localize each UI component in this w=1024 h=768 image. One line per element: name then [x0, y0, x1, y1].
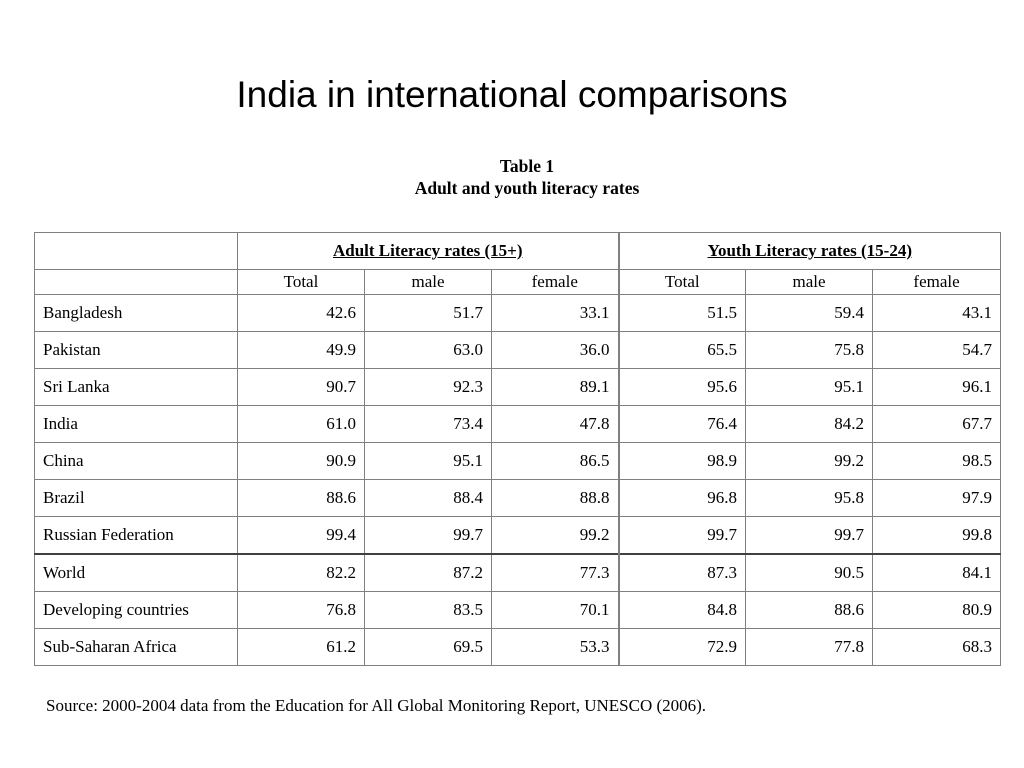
country-cell: Sub-Saharan Africa	[35, 629, 238, 666]
adult-literacy-header: Adult Literacy rates (15+)	[238, 233, 619, 270]
table-row	[35, 554, 1001, 592]
value-cell: 84.2	[746, 406, 873, 443]
country-cell: Bangladesh	[35, 295, 238, 332]
value-cell: 98.9	[619, 443, 746, 480]
value-cell: 87.3	[619, 554, 746, 592]
value-cell: 99.8	[873, 517, 1001, 555]
value-cell: 83.5	[365, 592, 492, 629]
table-caption	[0, 155, 1024, 199]
value-cell: 82.2	[238, 554, 365, 592]
corner-cell	[35, 233, 238, 270]
col-youth-female: female	[873, 270, 1001, 295]
country-cell: Sri Lanka	[35, 369, 238, 406]
value-cell: 36.0	[492, 332, 619, 369]
value-cell: 88.4	[365, 480, 492, 517]
value-cell: 90.7	[238, 369, 365, 406]
value-cell: 69.5	[365, 629, 492, 666]
table-row	[35, 332, 1001, 369]
value-cell: 61.0	[238, 406, 365, 443]
value-cell: 84.1	[873, 554, 1001, 592]
value-cell: 88.8	[492, 480, 619, 517]
value-cell: 96.1	[873, 369, 1001, 406]
table-row	[35, 629, 1001, 666]
country-cell: Russian Federation	[35, 517, 238, 555]
value-cell: 61.2	[238, 629, 365, 666]
value-cell: 80.9	[873, 592, 1001, 629]
value-cell: 95.8	[746, 480, 873, 517]
value-cell: 49.9	[238, 332, 365, 369]
col-adult-male: male	[365, 270, 492, 295]
corner-cell	[35, 270, 238, 295]
country-cell: Pakistan	[35, 332, 238, 369]
value-cell: 67.7	[873, 406, 1001, 443]
group-header-row	[35, 233, 1001, 270]
country-cell: China	[35, 443, 238, 480]
value-cell: 63.0	[365, 332, 492, 369]
table-row	[35, 406, 1001, 443]
value-cell: 54.7	[873, 332, 1001, 369]
value-cell: 51.7	[365, 295, 492, 332]
value-cell: 42.6	[238, 295, 365, 332]
value-cell: 90.5	[746, 554, 873, 592]
table-row	[35, 295, 1001, 332]
value-cell: 98.5	[873, 443, 1001, 480]
value-cell: 73.4	[365, 406, 492, 443]
col-youth-male: male	[746, 270, 873, 295]
table-row	[35, 480, 1001, 517]
value-cell: 96.8	[619, 480, 746, 517]
value-cell: 90.9	[238, 443, 365, 480]
value-cell: 59.4	[746, 295, 873, 332]
value-cell: 99.4	[238, 517, 365, 555]
table-row	[35, 443, 1001, 480]
value-cell: 68.3	[873, 629, 1001, 666]
value-cell: 89.1	[492, 369, 619, 406]
value-cell: 99.7	[746, 517, 873, 555]
value-cell: 33.1	[492, 295, 619, 332]
value-cell: 65.5	[619, 332, 746, 369]
table-row	[35, 517, 1001, 555]
value-cell: 77.3	[492, 554, 619, 592]
value-cell: 99.2	[746, 443, 873, 480]
value-cell: 99.2	[492, 517, 619, 555]
table-row	[35, 369, 1001, 406]
table-title: Adult and youth literacy rates	[414, 178, 640, 198]
sub-header-row	[35, 270, 1001, 295]
value-cell: 87.2	[365, 554, 492, 592]
source-note: Source: 2000-2004 data from the Education for All Global Monitoring Report, UNESCO (2006).	[46, 696, 707, 715]
country-cell: India	[35, 406, 238, 443]
value-cell: 95.1	[746, 369, 873, 406]
value-cell: 92.3	[365, 369, 492, 406]
value-cell: 51.5	[619, 295, 746, 332]
col-adult-female: female	[492, 270, 619, 295]
value-cell: 53.3	[492, 629, 619, 666]
value-cell: 47.8	[492, 406, 619, 443]
value-cell: 86.5	[492, 443, 619, 480]
country-cell: World	[35, 554, 238, 592]
col-adult-total: Total	[238, 270, 365, 295]
country-cell: Brazil	[35, 480, 238, 517]
table-number: Table 1	[499, 156, 555, 176]
value-cell: 77.8	[746, 629, 873, 666]
value-cell: 97.9	[873, 480, 1001, 517]
table-row	[35, 592, 1001, 629]
value-cell: 43.1	[873, 295, 1001, 332]
value-cell: 72.9	[619, 629, 746, 666]
value-cell: 84.8	[619, 592, 746, 629]
value-cell: 75.8	[746, 332, 873, 369]
value-cell: 88.6	[238, 480, 365, 517]
value-cell: 76.8	[238, 592, 365, 629]
youth-literacy-header: Youth Literacy rates (15-24)	[619, 233, 1001, 270]
col-youth-total: Total	[619, 270, 746, 295]
literacy-table	[34, 232, 1001, 666]
value-cell: 70.1	[492, 592, 619, 629]
country-cell: Developing countries	[35, 592, 238, 629]
slide-title: India in international comparisons	[236, 74, 788, 115]
value-cell: 99.7	[619, 517, 746, 555]
value-cell: 76.4	[619, 406, 746, 443]
value-cell: 99.7	[365, 517, 492, 555]
value-cell: 95.6	[619, 369, 746, 406]
value-cell: 95.1	[365, 443, 492, 480]
value-cell: 88.6	[746, 592, 873, 629]
